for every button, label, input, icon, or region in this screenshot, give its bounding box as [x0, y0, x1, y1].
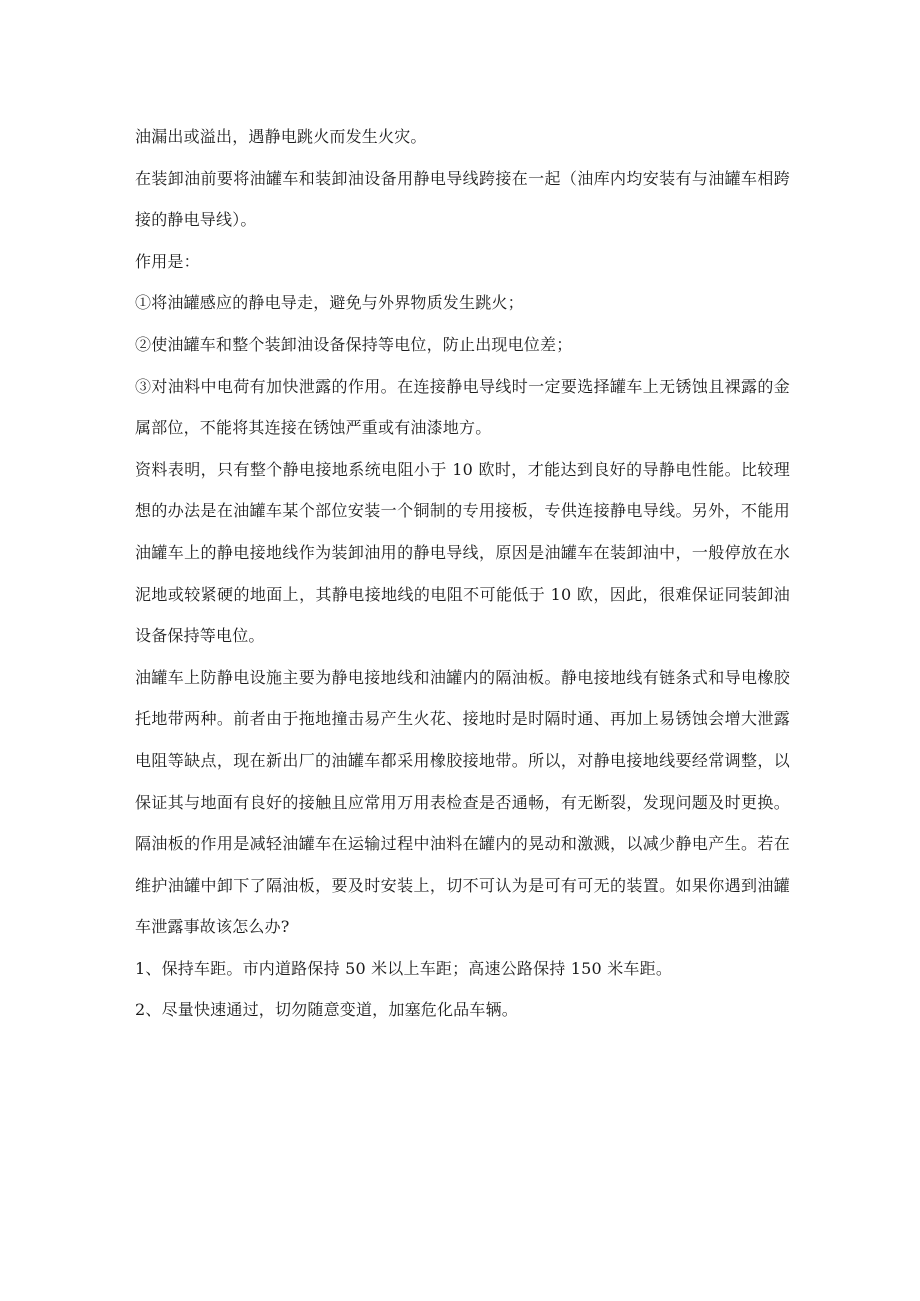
list-item-pass-quickly: 2、尽量快速通过，切勿随意变道，加塞危化品车辆。: [135, 1000, 518, 1020]
paragraph-fire-hazard: 油漏出或溢出，遇静电跳火而发生火灾。: [135, 127, 427, 146]
document-body: [135, 116, 790, 1031]
list-item-keep-distance: 1、保持车距。市内道路保持 50 米以上车距；高速公路保持 150 米车距。: [135, 958, 673, 978]
list-item-function-2: ②使油罐车和整个装卸油设备保持等电位，防止出现电位差；: [135, 334, 573, 354]
paragraph-function-heading: 作用是：: [135, 251, 200, 271]
list-item-function-1: ①将油罐感应的静电导走，避免与外界物质发生跳火；: [135, 293, 524, 313]
paragraph-bonding-requirement: 在装卸油前要将油罐车和装卸油设备用静电导线跨接在一起（油库内均安装有与油罐车相跨接的静电导线）。: [135, 168, 790, 230]
list-item-function-3: ③对油料中电荷有加快泄露的作用。在连接静电导线时一定要选择罐车上无锈蚀且裸露的金属部位，不能将其连接在锈蚀严重或有油漆地方。: [135, 376, 790, 438]
paragraph-antistatic-facilities: 油罐车上防静电设施主要为静电接地线和油罐内的隔油板。静电接地线有链条式和导电橡胶托地带两种。前者由于拖地撞击易产生火花、接地时是时隔时通、再加上易锈蚀会增大泄露电阻等缺点，现在新出厂的油罐车都采用橡胶接地带。所以，对静电接地线要经常调整，以保证其与地面有良好的接触且应常用万用表检查是否通畅，有无断裂，发现问题及时更换。隔油板的作用是减轻油罐车在运输过程中油料在罐内的晃动和激溅，以减少静电产生。若在维护油罐中卸下了隔油板，要及时安装上，切不可认为是可有可无的装置。如果你遇到油罐车泄露事故该怎么办?: [135, 667, 790, 937]
paragraph-grounding-resistance: 资料表明，只有整个静电接地系统电阻小于 10 欧时，才能达到良好的导静电性能。比较理想的办法是在油罐车某个部位安装一个铜制的专用接板，专供连接静电导线。另外，不能用油罐车上的静电接地线作为装卸油用的静电导线，原因是油罐车在装卸油中，一般停放在水泥地或较紧硬的地面上，其静电接地线的电阻不可能低于 10 欧，因此，很难保证同装卸油设备保持等电位。: [135, 459, 790, 646]
